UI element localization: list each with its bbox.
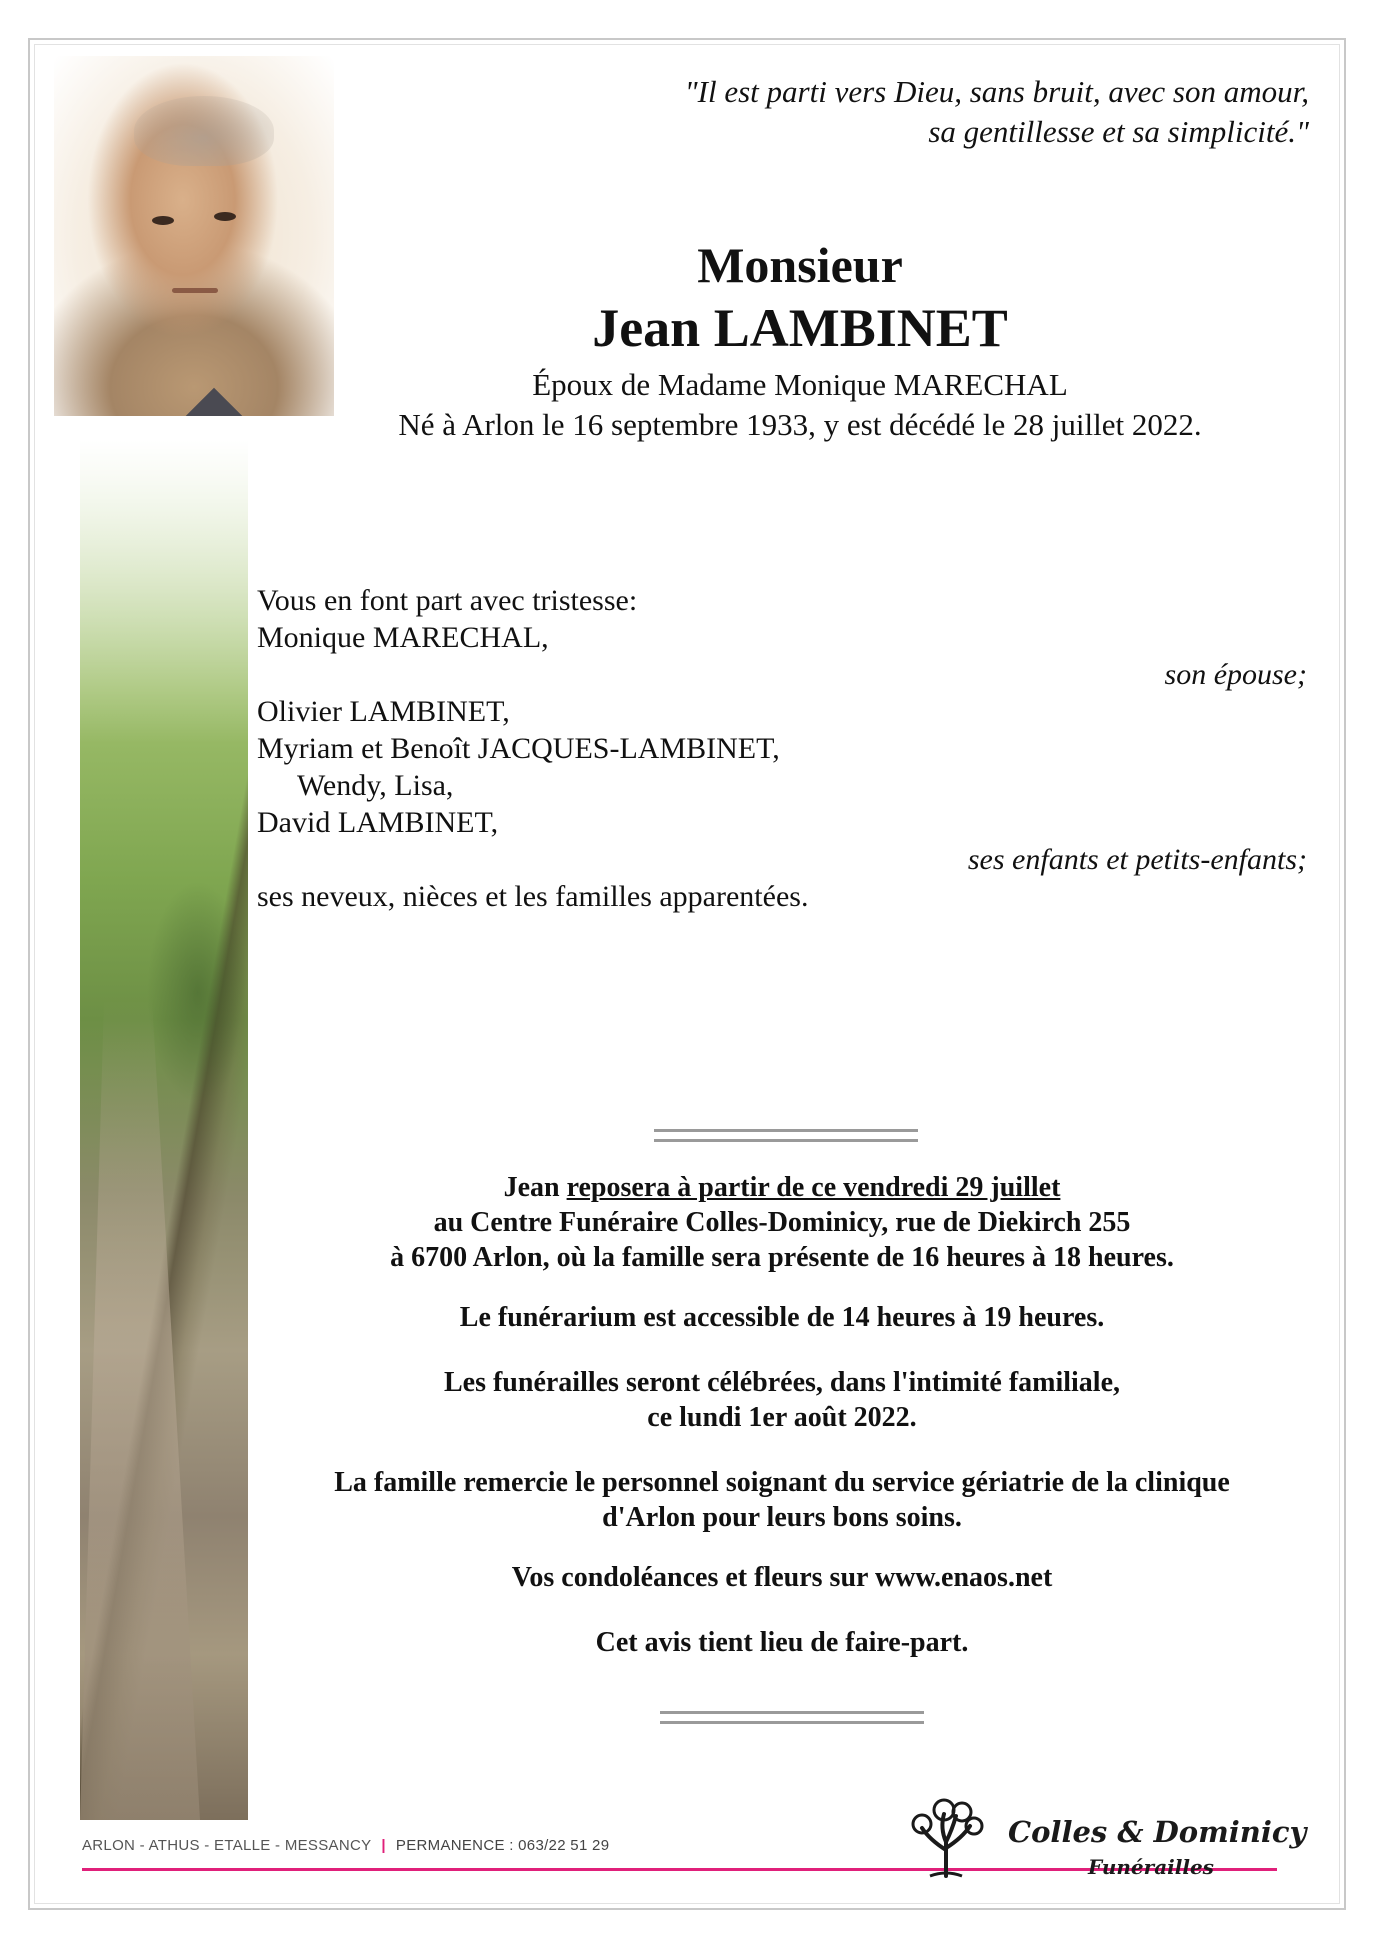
notice-text: Cet avis tient lieu de faire-part.	[595, 1627, 969, 1658]
footer-separator: |	[381, 1837, 386, 1854]
separator-top	[654, 1129, 918, 1142]
thanks-line-2: d'Arlon pour leurs bons soins.	[602, 1502, 962, 1533]
honorific: Monsieur	[697, 237, 903, 293]
portrait-mouth	[172, 288, 218, 293]
visitation-line-2: au Centre Funéraire Colles-Dominicy, rue de Diekirch 255	[433, 1207, 1131, 1238]
family-child: Myriam et Benoît JACQUES-LAMBINET,	[257, 732, 780, 765]
visitation-line-1	[257, 1170, 1307, 1205]
separator-bottom	[660, 1711, 924, 1724]
quote-line-2: sa gentillesse et sa simplicité."	[928, 114, 1309, 149]
funerarium-hours: Le funérarium est accessible de 14 heures à 19 heures.	[459, 1302, 1105, 1333]
condolences-link: Vos condoléances et fleurs sur www.enaos.net	[511, 1562, 1053, 1593]
footer-locations: ARLON - ATHUS - ETALLE - MESSANCY	[82, 1837, 372, 1854]
funeral-line-1: Les funérailles seront célébrées, dans l'intimité familiale,	[443, 1367, 1121, 1398]
family-spouse-name: Monique MARECHAL,	[257, 621, 549, 654]
family-intro: Vous en font part avec tristesse:	[257, 584, 638, 617]
thanks-line-1: La famille remercie le personnel soignant du service gériatrie de la clinique	[334, 1467, 1230, 1498]
tree-logo-icon	[900, 1790, 992, 1882]
portrait-eye-right	[214, 212, 236, 221]
quote-line-1: "Il est parti vers Dieu, sans bruit, avec son amour,	[684, 74, 1309, 109]
visitation-line-3: à 6700 Arlon, où la famille sera présente de 16 heures à 18 heures.	[390, 1242, 1174, 1273]
visitation-info	[257, 1170, 1307, 1275]
funeral-line-2: ce lundi 1er août 2022.	[647, 1402, 917, 1433]
thanks-info	[257, 1465, 1307, 1535]
visitation-date: reposera à partir de ce vendredi 29 juillet	[566, 1172, 1061, 1203]
deceased-name: Jean LAMBINET	[592, 298, 1008, 358]
portrait-eye-left	[152, 216, 174, 225]
brand-subtitle: Funérailles	[1088, 1855, 1214, 1879]
epitaph-quote	[489, 72, 1309, 152]
footer-contact	[82, 1837, 609, 1854]
family-spouse-role: son épouse;	[1164, 658, 1307, 691]
family-child: Olivier LAMBINET,	[257, 695, 510, 728]
portrait-tie	[186, 388, 243, 416]
visitation-name: Jean	[503, 1172, 560, 1203]
family-children-role: ses enfants et petits-enfants;	[967, 843, 1307, 876]
brand-name: Colles & Dominicy	[1008, 1815, 1307, 1849]
family-child: David LAMBINET,	[257, 806, 499, 839]
footer-permanence: PERMANENCE : 063/22 51 29	[395, 1837, 610, 1854]
funeral-info	[257, 1365, 1307, 1435]
portrait-hair	[134, 96, 274, 166]
portrait-photo	[54, 56, 334, 416]
birth-death-line: Né à Arlon le 16 septembre 1933, y est décédé le 28 juillet 2022.	[398, 407, 1202, 442]
family-list	[257, 582, 1307, 915]
spouse-line: Époux de Madame Monique MARECHAL	[532, 367, 1068, 402]
family-extended: ses neveux, nièces et les familles apparentées.	[257, 880, 809, 913]
family-grandchildren: Wendy, Lisa,	[297, 769, 454, 802]
